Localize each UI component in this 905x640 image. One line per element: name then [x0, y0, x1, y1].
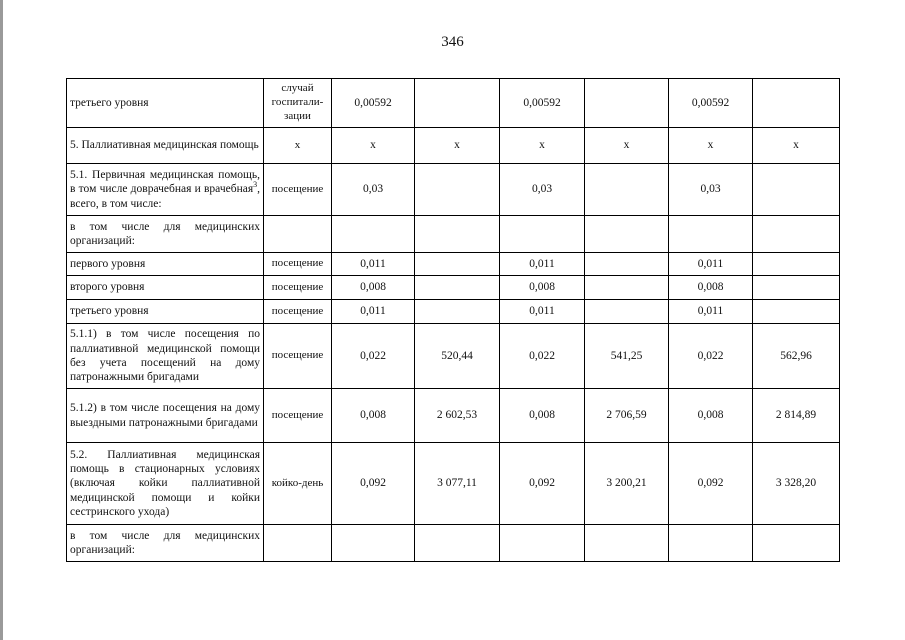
row-unit: посещение [264, 164, 332, 216]
table-row [67, 128, 840, 164]
table-cell: 2 706,59 [585, 389, 669, 443]
page-number: 346 [441, 34, 464, 50]
table-cell: х [669, 128, 753, 164]
table-cell [753, 276, 840, 300]
table-cell: 0,00592 [669, 79, 753, 128]
table-cell [753, 79, 840, 128]
table-cell: 0,022 [669, 324, 753, 389]
table-row [67, 164, 840, 216]
table-cell: 0,03 [332, 164, 415, 216]
table-cell: 0,022 [332, 324, 415, 389]
table-cell: 0,011 [669, 253, 753, 276]
table-cell: 520,44 [415, 324, 500, 389]
table-cell: 0,092 [332, 443, 415, 525]
table-cell [415, 253, 500, 276]
table-cell: 0,011 [500, 253, 585, 276]
table-cell [585, 253, 669, 276]
table-cell [585, 300, 669, 324]
row-label: 5.1.1) в том числе посещения по паллиативной медицинской помощи без учета посещений на дому патронажными бригадами [67, 324, 264, 389]
table-cell [415, 276, 500, 300]
table-cell [753, 164, 840, 216]
table-cell [500, 525, 585, 562]
table-cell: 0,008 [669, 276, 753, 300]
table-cell: х [500, 128, 585, 164]
table-cell: 0,03 [500, 164, 585, 216]
table-cell: 0,00592 [500, 79, 585, 128]
table-cell: 0,008 [669, 389, 753, 443]
row-unit [264, 525, 332, 562]
table-cell [332, 216, 415, 253]
table-cell [500, 216, 585, 253]
row-label: третьего уровня [67, 300, 264, 324]
table-cell: 0,092 [669, 443, 753, 525]
row-label: третьего уровня [67, 79, 264, 128]
row-unit: посещение [264, 276, 332, 300]
table-cell: 0,011 [669, 300, 753, 324]
table-cell [415, 216, 500, 253]
row-unit: посещение [264, 300, 332, 324]
table-cell: 0,008 [500, 276, 585, 300]
table-cell [585, 276, 669, 300]
row-unit: посещение [264, 324, 332, 389]
row-unit: случай госпитали-зации [264, 79, 332, 128]
table-cell: 2 602,53 [415, 389, 500, 443]
table-cell [415, 300, 500, 324]
row-label: в том числе для медицинских организаций: [67, 216, 264, 253]
table-cell: 0,00592 [332, 79, 415, 128]
table-row [67, 525, 840, 562]
row-label [67, 164, 264, 216]
table-row [67, 276, 840, 300]
table-cell: 3 200,21 [585, 443, 669, 525]
table-cell: 2 814,89 [753, 389, 840, 443]
table-row [67, 253, 840, 276]
table-cell: 0,008 [332, 389, 415, 443]
table-cell [585, 79, 669, 128]
table-cell: 0,03 [669, 164, 753, 216]
table-cell: 0,011 [500, 300, 585, 324]
table-cell: 0,022 [500, 324, 585, 389]
row-unit: койко-день [264, 443, 332, 525]
tariff-table [66, 78, 840, 562]
table-row [67, 79, 840, 128]
table-cell [415, 525, 500, 562]
row-label-text: 5.1. Первичная медицинская помощь, в том числе доврачебная и врачебная [70, 168, 260, 196]
table-cell: х [585, 128, 669, 164]
row-label-suffix: , всего, в том числе: [70, 183, 260, 210]
table-cell [753, 300, 840, 324]
table-cell [669, 216, 753, 253]
row-unit [264, 216, 332, 253]
table-row [67, 324, 840, 389]
table-cell [415, 164, 500, 216]
table-cell: 562,96 [753, 324, 840, 389]
table-cell: 0,008 [500, 389, 585, 443]
table-cell [753, 253, 840, 276]
row-label: 5. Паллиативная медицинская помощь [67, 128, 264, 164]
table-cell [585, 164, 669, 216]
table-row [67, 300, 840, 324]
row-unit: х [264, 128, 332, 164]
footnote-marker: 3 [253, 180, 258, 190]
row-label: 5.1.2) в том числе посещения на дому выездными патронажными бригадами [67, 389, 264, 443]
table-cell: 0,092 [500, 443, 585, 525]
table-row [67, 216, 840, 253]
row-label: первого уровня [67, 253, 264, 276]
table-cell [332, 525, 415, 562]
table-cell: 3 077,11 [415, 443, 500, 525]
table-cell: 0,008 [332, 276, 415, 300]
table-cell: х [415, 128, 500, 164]
table-cell [415, 79, 500, 128]
row-label: в том числе для медицинских организаций: [67, 525, 264, 562]
row-label: второго уровня [67, 276, 264, 300]
table-row [67, 389, 840, 443]
table-cell [753, 525, 840, 562]
table-cell: 541,25 [585, 324, 669, 389]
table-row [67, 443, 840, 525]
table-cell [753, 216, 840, 253]
table-cell: х [332, 128, 415, 164]
table-cell: х [753, 128, 840, 164]
table-cell [585, 525, 669, 562]
row-unit: посещение [264, 253, 332, 276]
table-cell: 0,011 [332, 253, 415, 276]
table-cell: 0,011 [332, 300, 415, 324]
row-unit: посещение [264, 389, 332, 443]
table-cell [669, 525, 753, 562]
row-label: 5.2. Паллиативная медицинская помощь в стационарных условиях (включая койки паллиативной медицинской помощи и койки сестринского ухода) [67, 443, 264, 525]
table-cell: 3 328,20 [753, 443, 840, 525]
scan-left-edge [0, 0, 3, 640]
table-cell [585, 216, 669, 253]
